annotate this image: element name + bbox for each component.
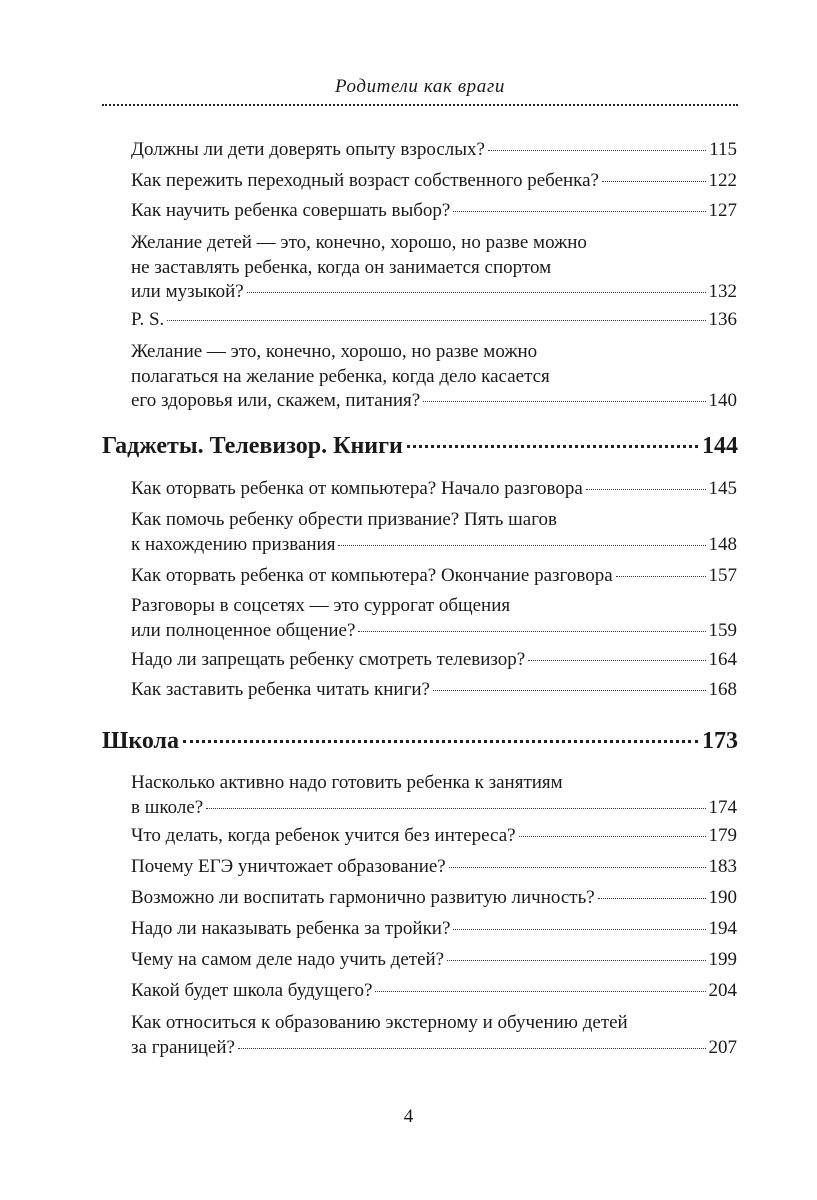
entry-page: 168 [708, 679, 737, 700]
toc-entry[interactable] [131, 1011, 737, 1060]
leader-dots [586, 489, 706, 490]
entry-final-line [131, 308, 737, 333]
toc-entry[interactable] [131, 508, 737, 557]
entry-final-line [131, 796, 737, 821]
entry-page: 132 [708, 281, 737, 302]
entry-final-line [131, 280, 737, 305]
toc-entry[interactable] [131, 594, 737, 643]
entry-title-line: полагаться на желание ребенка, когда дело касается [131, 365, 550, 387]
entry-final-line [131, 855, 737, 880]
entry-final-line [131, 138, 737, 163]
entry-page: 127 [708, 200, 737, 221]
entry-final-line [131, 979, 737, 1004]
leader-dots [616, 576, 706, 577]
entry-page: 157 [708, 565, 737, 586]
toc-entry[interactable] [131, 917, 737, 942]
leader-dots [519, 836, 706, 837]
leader-dots [358, 631, 705, 632]
page-number: 4 [403, 1106, 414, 1127]
toc-entry[interactable] [131, 855, 737, 880]
entry-title: Как научить ребенка совершать выбор? [131, 200, 451, 221]
leader-dots [423, 401, 705, 402]
leader-dots [247, 292, 706, 293]
leader-dots [447, 960, 705, 961]
leader-dots [598, 898, 706, 899]
toc-entry[interactable] [131, 648, 737, 673]
toc-entry[interactable] [131, 979, 737, 1004]
leader-dots [375, 991, 705, 992]
entry-final-line [131, 824, 737, 849]
entry-page: 115 [709, 139, 737, 160]
entry-title: Как оторвать ребенка от компьютера? Окончание разговора [131, 565, 613, 586]
toc-entry[interactable] [131, 948, 737, 973]
entry-title: Как пережить переходный возраст собственного ребенка? [131, 170, 599, 191]
entry-page: 122 [708, 170, 737, 191]
section-title: Гаджеты. Телевизор. Книги [102, 433, 403, 459]
toc-entry[interactable] [131, 886, 737, 911]
entry-title: Как заставить ребенка читать книги? [131, 679, 430, 700]
toc-entry[interactable] [131, 340, 737, 414]
leader-dots [488, 150, 706, 151]
leader-dots [453, 211, 705, 212]
entry-title: Почему ЕГЭ уничтожает образование? [131, 856, 446, 877]
leader-dots [528, 660, 705, 661]
entry-page: 179 [708, 825, 737, 846]
entry-page: 145 [708, 478, 737, 499]
toc-entry[interactable] [131, 824, 737, 849]
entry-title-line: Как помочь ребенку обрести призвание? Пять шагов [131, 509, 558, 530]
section-page: 144 [702, 433, 738, 459]
leader-dots [433, 690, 706, 691]
section-title: Школа [102, 728, 180, 754]
toc-entry[interactable] [131, 169, 737, 194]
entry-page: 174 [708, 796, 737, 818]
entry-final-line [131, 1036, 737, 1061]
leader-dots [206, 808, 705, 809]
entry-title: в школе? [131, 796, 204, 818]
entry-title: Возможно ли воспитать гармонично развитую личность? [131, 887, 595, 908]
entry-title-line: Желание — это, конечно, хорошо, но разве можно [131, 341, 538, 362]
entry-final-line [131, 564, 737, 589]
entry-final-line [131, 917, 737, 942]
entry-title: Какой будет школа будущего? [131, 980, 373, 1001]
entry-page: 148 [708, 533, 737, 555]
entry-page: 183 [708, 856, 737, 877]
entry-page: 159 [708, 619, 737, 641]
toc-entry[interactable] [131, 231, 737, 305]
entry-final-line [131, 199, 737, 224]
leader-dots [238, 1048, 706, 1049]
entry-page: 140 [708, 390, 737, 411]
entry-title-line: Желание детей — это, конечно, хорошо, но разве можно [131, 232, 587, 253]
entry-title: Должны ли дети доверять опыту взрослых? [131, 139, 485, 160]
entry-title: или полноценное общение? [131, 619, 356, 641]
entry-final-line [131, 477, 737, 502]
entry-final-line [131, 169, 737, 194]
entry-title-line: Насколько активно надо готовить ребенка к занятиям [131, 772, 563, 793]
running-head: Родители как враги [334, 76, 505, 97]
section-heading-school[interactable] [102, 727, 738, 755]
leader-dots [407, 445, 698, 448]
entry-final-line [131, 389, 737, 414]
header-rule [102, 104, 738, 106]
entry-final-line [131, 886, 737, 911]
leader-dots [338, 545, 705, 546]
entry-title-line: не заставлять ребенка, когда он занимается спортом [131, 256, 552, 278]
section-heading-gadgets[interactable] [102, 432, 738, 460]
toc-entry[interactable] [131, 477, 737, 502]
entry-title: или музыкой? [131, 281, 244, 302]
entry-title: к нахождению призвания [131, 533, 336, 555]
entry-page: 136 [708, 309, 737, 330]
entry-title: Надо ли запрещать ребенку смотреть телевизор? [131, 649, 526, 670]
entry-page: 207 [708, 1036, 737, 1058]
entry-final-line [131, 948, 737, 973]
entry-title-line: Как относиться к образованию экстерному и обучению детей [131, 1012, 628, 1033]
entry-page: 204 [708, 980, 737, 1001]
entry-title: Надо ли наказывать ребенка за тройки? [131, 918, 451, 939]
entry-page: 164 [708, 649, 737, 670]
entry-page: 199 [708, 949, 737, 970]
toc-entry[interactable] [131, 771, 737, 820]
entry-final-line [131, 648, 737, 673]
entry-title: P. S. [131, 309, 165, 330]
toc-entry[interactable] [131, 308, 737, 333]
toc-entry[interactable] [131, 138, 737, 163]
entry-title: Чему на самом деле надо учить детей? [131, 949, 445, 970]
entry-title: Как оторвать ребенка от компьютера? Начало разговора [131, 478, 583, 499]
entry-title-line: Разговоры в соцсетях — это суррогат общения [131, 595, 511, 616]
entry-final-line [131, 678, 737, 703]
leader-dots [183, 740, 698, 743]
entry-page: 190 [708, 887, 737, 908]
entry-title: Что делать, когда ребенок учится без интереса? [131, 825, 516, 846]
toc-entry[interactable] [131, 564, 737, 589]
section-page: 173 [702, 728, 738, 754]
toc-entry[interactable] [131, 199, 737, 224]
leader-dots [167, 320, 705, 321]
entry-page: 194 [708, 918, 737, 939]
leader-dots [453, 929, 705, 930]
leader-dots [449, 867, 706, 868]
toc-entry[interactable] [131, 678, 737, 703]
entry-title: его здоровья или, скажем, питания? [131, 390, 421, 411]
entry-final-line [131, 619, 737, 644]
entry-title: за границей? [131, 1036, 235, 1058]
entry-final-line [131, 533, 737, 558]
leader-dots [602, 181, 706, 182]
